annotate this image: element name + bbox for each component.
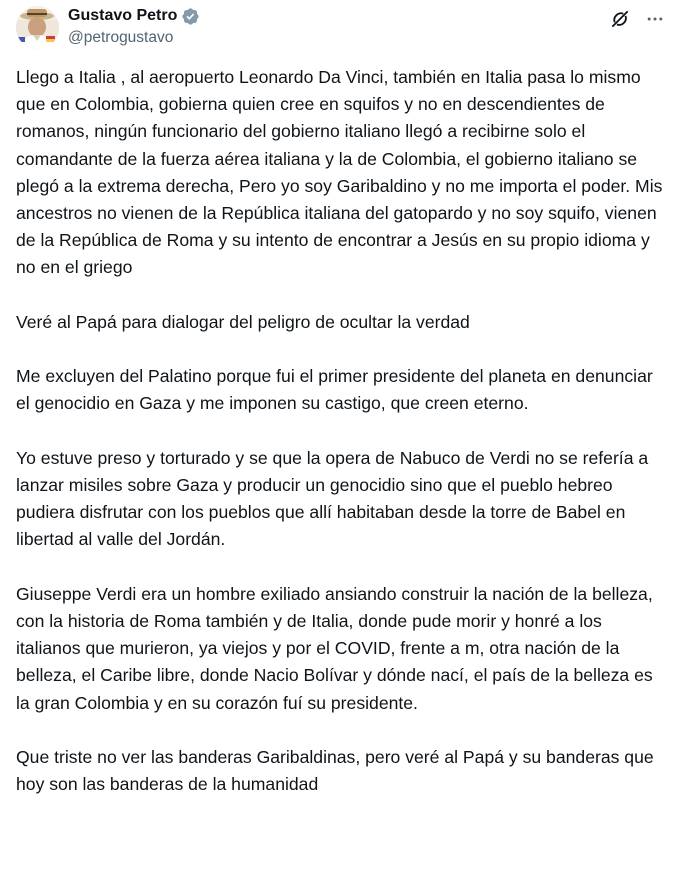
display-name-row xyxy=(68,5,200,27)
grok-icon[interactable] xyxy=(609,8,631,30)
header-actions xyxy=(609,8,665,30)
avatar[interactable] xyxy=(16,6,59,49)
verified-badge-icon[interactable] xyxy=(181,7,200,26)
more-horizontal-icon[interactable] xyxy=(645,9,665,29)
avatar-image xyxy=(16,6,59,49)
tweet-paragraph: Giuseppe Verdi era un hombre exiliado ansiando construir la nación de la belleza, con la historia de Roma también y de Italia, donde pude morir y honré a los italianos que murieron, ya viejos y por el COVID, frente a m, otra nación de la belleza, el Caribe libre, donde Nacio Bolívar y dónde nací, el país de la belleza es la gran Colombia y en su corazón fuí su presidente. xyxy=(16,583,653,713)
author-info xyxy=(68,5,200,48)
display-name[interactable]: Gustavo Petro xyxy=(68,7,178,24)
tweet-header xyxy=(16,2,665,52)
tweet-text xyxy=(16,64,666,798)
user-handle[interactable]: @petrogustavo xyxy=(68,29,174,46)
tweet-paragraph: Veré al Papá para dialogar del peligro de ocultar la verdad xyxy=(16,311,470,332)
tweet-paragraph: Yo estuve preso y torturado y se que la opera de Nabuco de Verdi no se refería a lanzar misiles sobre Gaza y producir un genocidio sino que el pueblo hebreo pudiera disfrutar con los pueblos que allí habitaban desde la torre de Babel en libertad al valle del Jordán. xyxy=(16,447,649,550)
tweet-paragraph: Que triste no ver las banderas Garibaldinas, pero veré al Papá y su banderas que hoy son las banderas de la humanidad xyxy=(16,747,654,795)
tweet-paragraph: Llego a Italia , al aeropuerto Leonardo Da Vinci, también en Italia pasa lo mismo que en Colombia, gobierna quien cree en squifos y no en descendientes de romanos, ningún funcionario del gobierno italiano llegó a recibirne solo el comandante de la fuerza aérea italiana y la de Colombia, el gobierno italiano se plegó a la extrema derecha, Pero yo soy Garibaldino y no me importa el poder. Mis ancestros no vienen de la República italiana del gatopardo y no soy squifo, vienen de la República de Roma y su intento de encontrar a Jesús en su propio idioma y no en el griego xyxy=(16,67,663,278)
tweet-paragraph: Me excluyen del Palatino porque fui el primer presidente del planeta en denunciar el genocidio en Gaza y me imponen su castigo, que creen eterno. xyxy=(16,366,653,414)
